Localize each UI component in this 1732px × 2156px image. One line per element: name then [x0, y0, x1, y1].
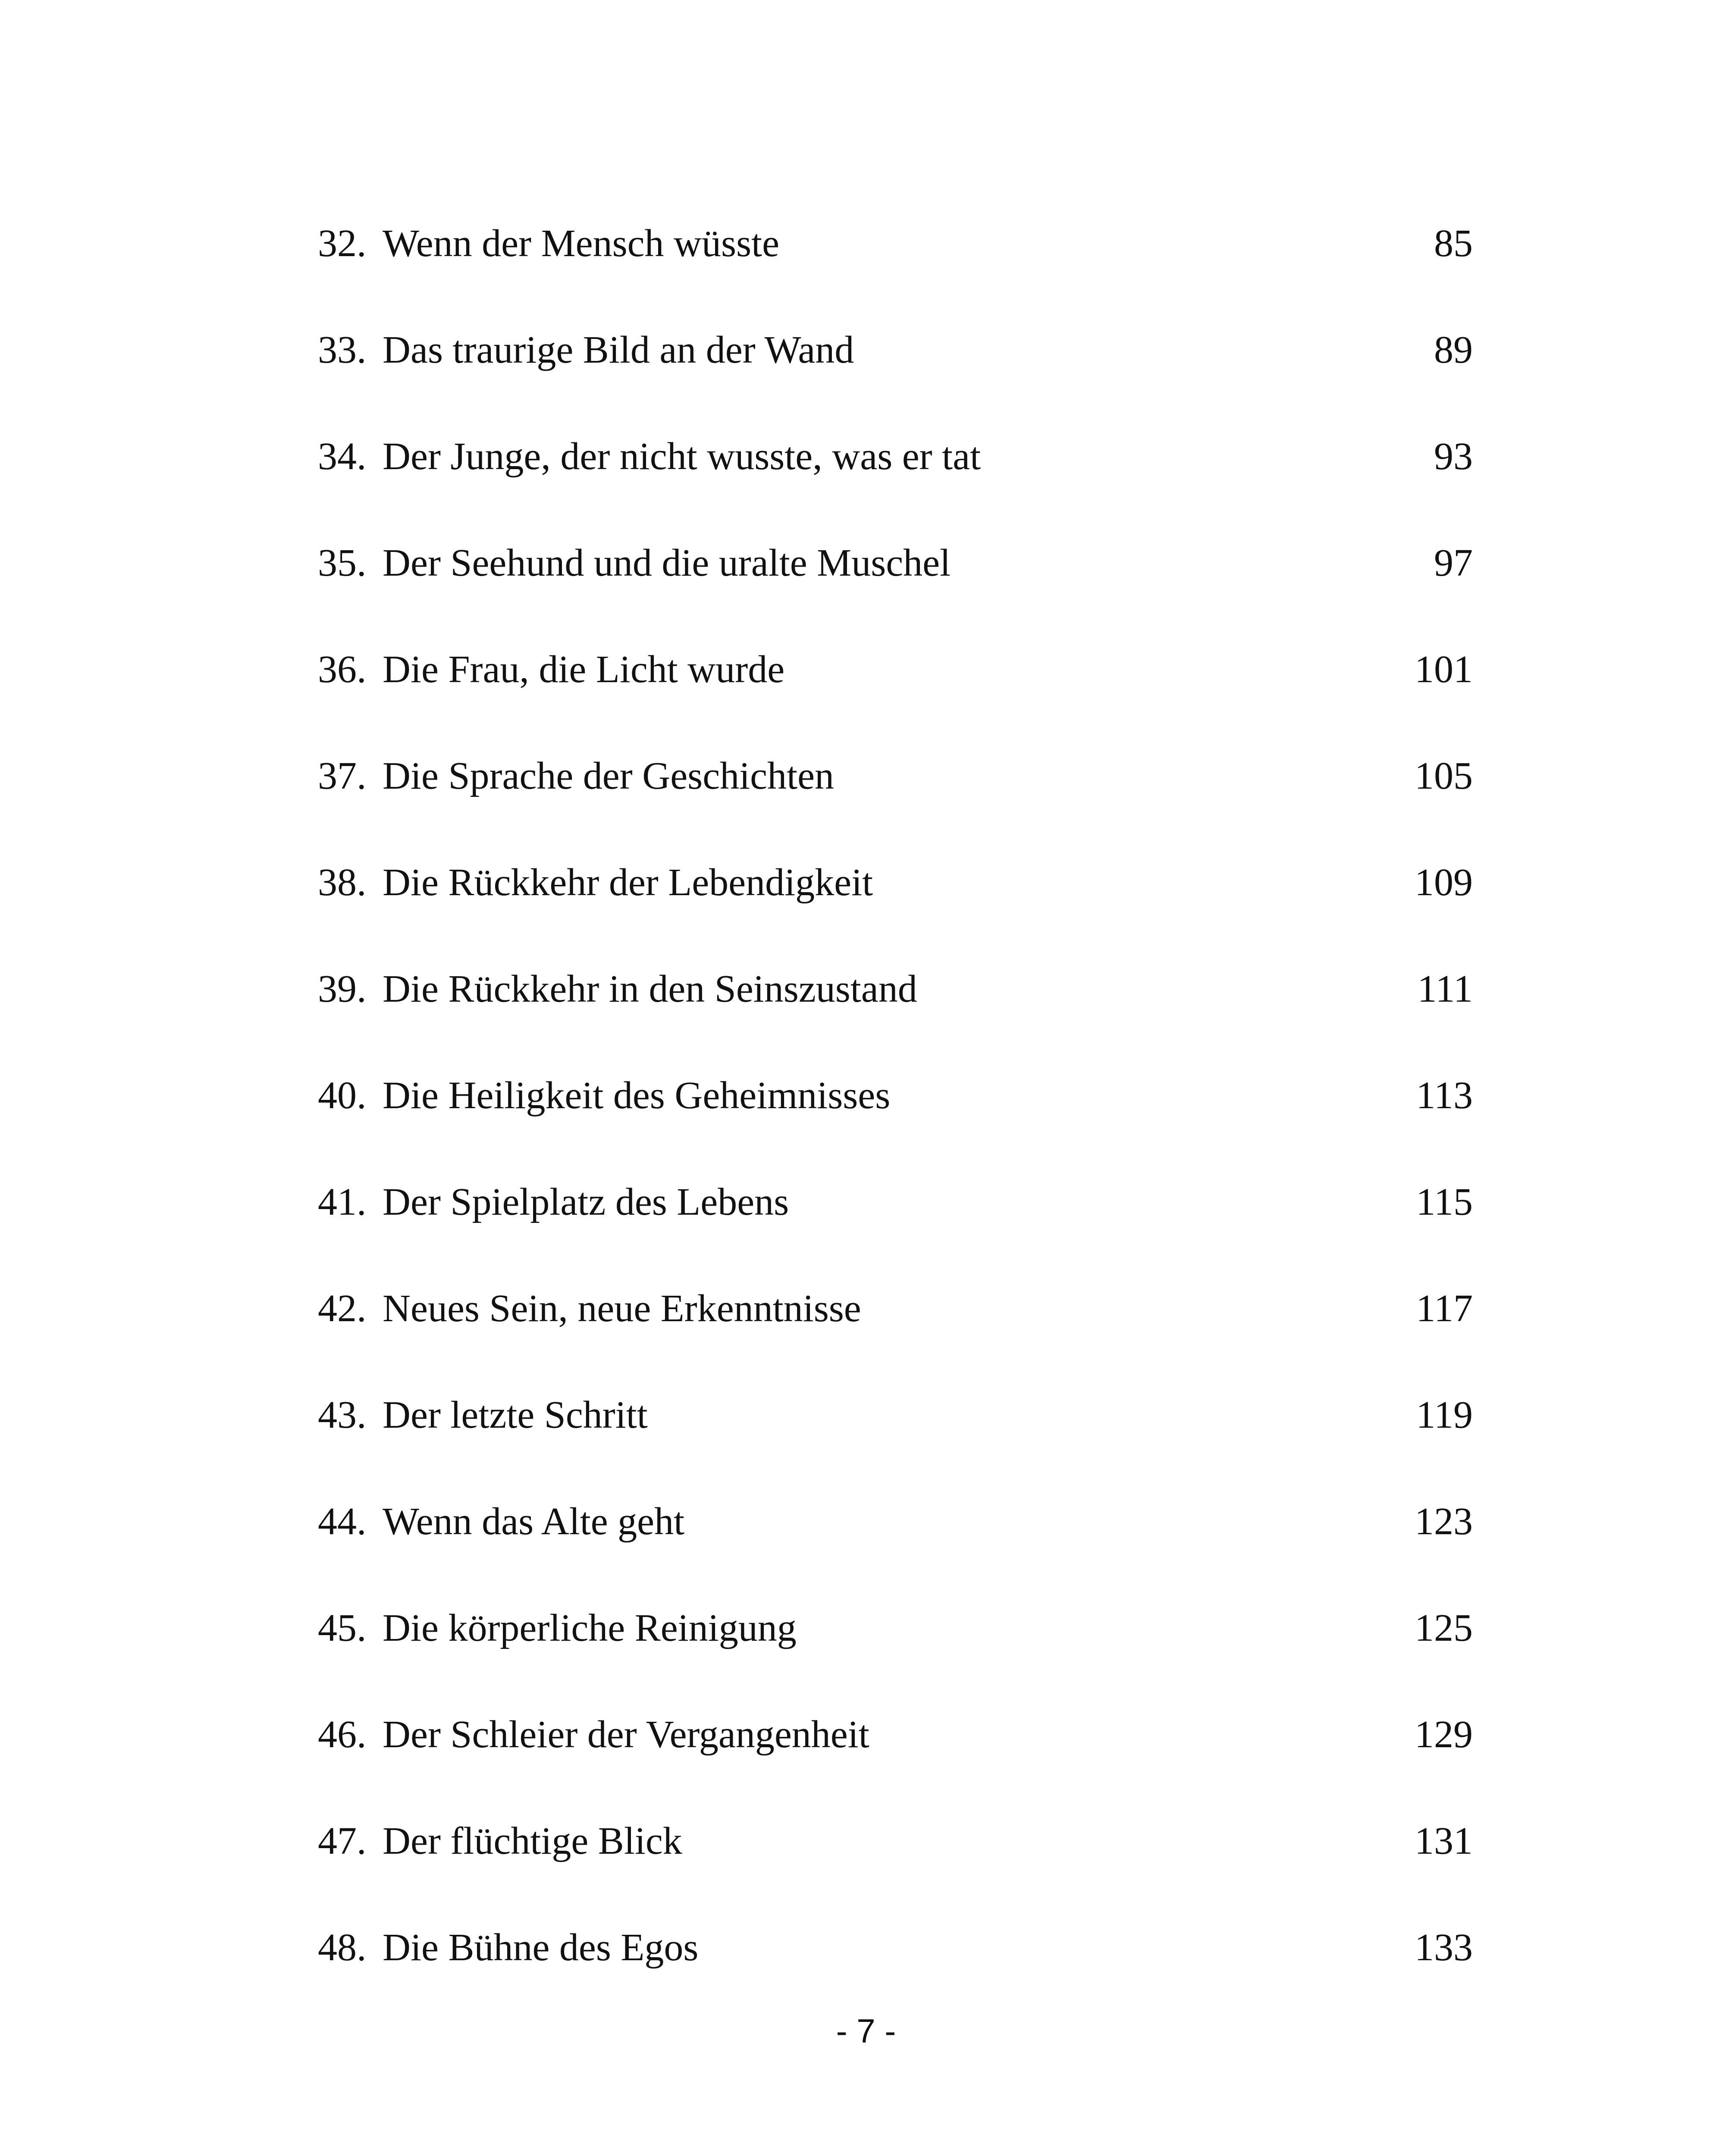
entry-page-number: 109	[1415, 861, 1473, 904]
entry-page-number: 85	[1434, 222, 1473, 265]
entry-page-number: 89	[1434, 329, 1473, 371]
entry-page-number: 129	[1415, 1713, 1473, 1756]
entry-page-number: 125	[1415, 1607, 1473, 1649]
toc-entry	[318, 948, 1482, 1055]
toc-entry	[318, 522, 1482, 629]
entry-number: 33.	[318, 329, 367, 371]
entry-number: 45.	[318, 1607, 367, 1649]
toc-entry	[318, 1907, 1482, 2013]
entry-number: 35.	[318, 542, 367, 584]
entry-title: Die Frau, die Licht wurde	[383, 648, 785, 691]
entry-number: 48.	[318, 1926, 367, 1969]
entry-page-number: 133	[1415, 1926, 1473, 1969]
entry-title: Die Sprache der Geschichten	[383, 755, 835, 797]
entry-title: Der flüchtige Blick	[383, 1820, 682, 1862]
toc-entry	[318, 1481, 1482, 1587]
entry-number: 43.	[318, 1394, 367, 1436]
toc-entry	[318, 1161, 1482, 1268]
entry-number: 42.	[318, 1287, 367, 1330]
entry-number: 41.	[318, 1181, 367, 1223]
entry-page-number: 113	[1416, 1074, 1473, 1117]
table-of-contents	[318, 203, 1482, 2013]
entry-page-number: 105	[1415, 755, 1473, 797]
entry-page-number: 131	[1415, 1820, 1473, 1862]
entry-title: Neues Sein, neue Erkenntnisse	[383, 1287, 861, 1330]
entry-title: Wenn das Alte geht	[383, 1500, 685, 1543]
entry-number: 34.	[318, 435, 367, 478]
toc-entry	[318, 629, 1482, 735]
entry-page-number: 101	[1415, 648, 1473, 691]
entry-number: 39.	[318, 968, 367, 1010]
entry-number: 46.	[318, 1713, 367, 1756]
entry-number: 32.	[318, 222, 367, 265]
entry-title: Die Heiligkeit des Geheimnisses	[383, 1074, 891, 1117]
entry-title: Der Seehund und die uralte Muschel	[383, 542, 951, 584]
toc-entry	[318, 735, 1482, 842]
entry-number: 44.	[318, 1500, 367, 1543]
entry-title: Die Bühne des Egos	[383, 1926, 699, 1969]
toc-entry	[318, 309, 1482, 416]
entry-title: Die Rückkehr in den Seinszustand	[383, 968, 917, 1010]
entry-number: 47.	[318, 1820, 367, 1862]
toc-entry	[318, 1268, 1482, 1374]
toc-entry	[318, 1374, 1482, 1481]
entry-title: Wenn der Mensch wüsste	[383, 222, 780, 265]
page-number-footer: - 7 -	[836, 2012, 896, 2050]
entry-number: 36.	[318, 648, 367, 691]
entry-page-number: 119	[1416, 1394, 1473, 1436]
entry-page-number: 111	[1417, 968, 1473, 1010]
entry-page-number: 115	[1416, 1181, 1473, 1223]
entry-page-number: 123	[1415, 1500, 1473, 1543]
toc-entry	[318, 1694, 1482, 1800]
toc-entry	[318, 1800, 1482, 1907]
entry-number: 40.	[318, 1074, 367, 1117]
entry-page-number: 93	[1434, 435, 1473, 478]
toc-entry	[318, 1587, 1482, 1694]
entry-title: Die Rückkehr der Lebendigkeit	[383, 861, 873, 904]
entry-page-number: 97	[1434, 542, 1473, 584]
entry-title: Der Junge, der nicht wusste, was er tat	[383, 435, 981, 478]
toc-entry	[318, 1055, 1482, 1161]
entry-title: Der Schleier der Vergangenheit	[383, 1713, 869, 1756]
entry-page-number: 117	[1416, 1287, 1473, 1330]
toc-entry	[318, 203, 1482, 309]
toc-entry	[318, 842, 1482, 948]
toc-entry	[318, 416, 1482, 522]
entry-title: Das traurige Bild an der Wand	[383, 329, 854, 371]
entry-number: 38.	[318, 861, 367, 904]
entry-number: 37.	[318, 755, 367, 797]
entry-title: Der letzte Schritt	[383, 1394, 648, 1436]
entry-title: Die körperliche Reinigung	[383, 1607, 797, 1649]
entry-title: Der Spielplatz des Lebens	[383, 1181, 789, 1223]
